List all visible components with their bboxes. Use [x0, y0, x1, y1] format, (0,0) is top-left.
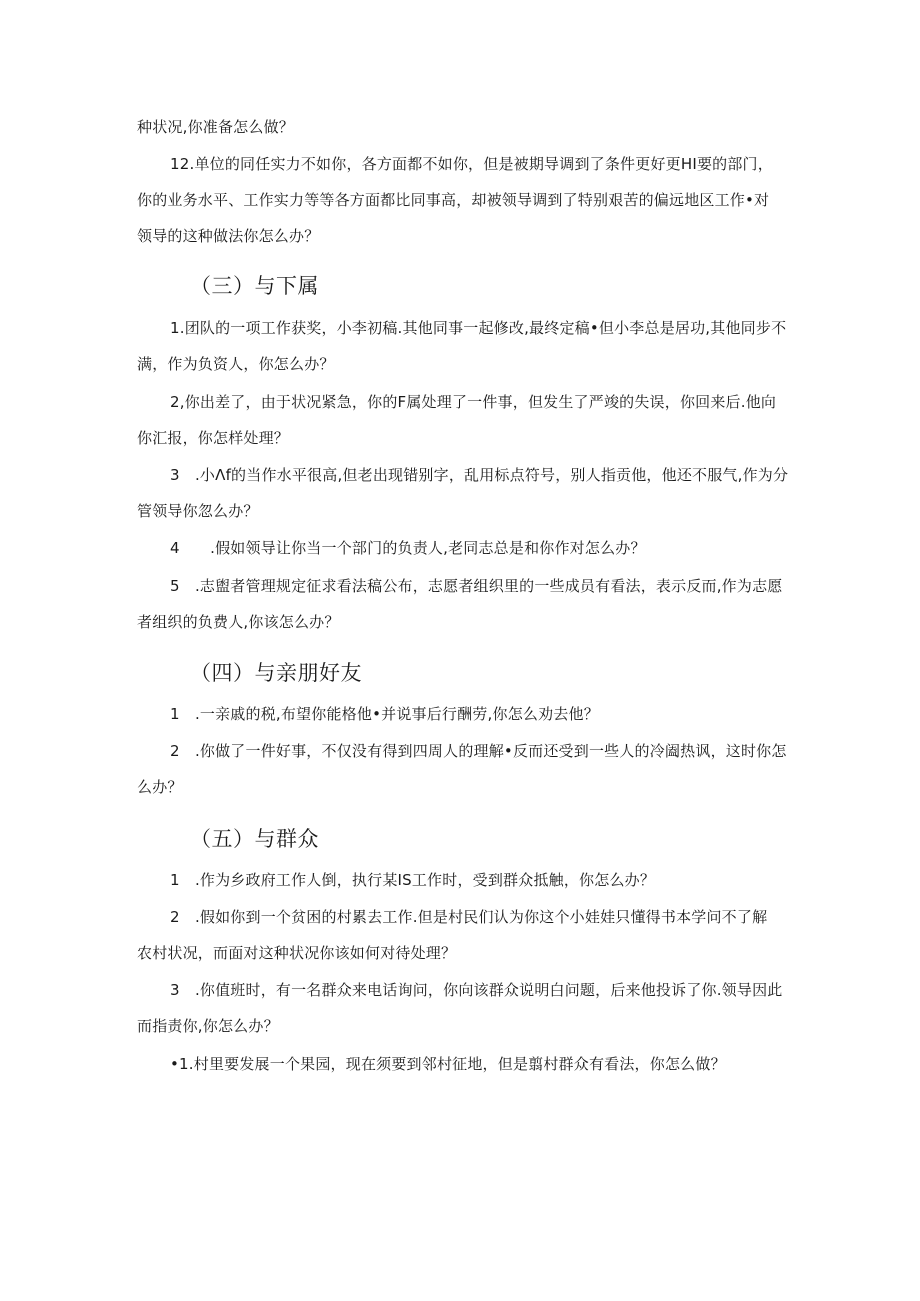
paragraph-line: 管领导你忽么办？	[137, 502, 259, 520]
paragraph-line: 领导的这种做法你怎么办？	[137, 227, 320, 245]
question-item: 1 .一亲戚的税,布望你能格他•并说事后行酬劳,你怎么劝去他？	[170, 705, 599, 723]
question-item: 2,你出差了，由于状况紧急，你的F属处理了一件事，但发生了严竣的失误，你回来后.他向	[170, 393, 777, 411]
paragraph-line: 么办？	[137, 778, 183, 796]
question-item: 1.团队的一项工作获奖，小李初稿.其他同事一起修改,最终定稿•但小李总是居功,其他同步不	[170, 319, 787, 337]
question-item: 5 .志盥者管理规定征求看法稿公布，志愿者组织里的一些成员有看法，表示反而,作为志愿	[170, 577, 783, 595]
question-item: 2 .假如你到一个贫困的村累去工作.但是村民们认为你这个小娃娃只懂得书本学问不了解	[170, 908, 768, 926]
question-item: 12.单位的同任实力不如你，各方面都不如你，但是被期导调到了条件更好更HI要的部门，	[170, 155, 773, 173]
question-item: 2 .你做了一件好事，不仅没有得到四周人的理解•反而还受到一些人的冷阖热讽，这时你怎	[170, 742, 787, 760]
paragraph-line: 你的业务水平、工作实力等等各方面都比同事高，却被领导调到了特别艰苦的偏远地区工作•对	[137, 191, 770, 209]
paragraph-line: 农村状况，而面对这种状况你该如何对待处理？	[137, 944, 457, 962]
paragraph-line: 种状况,你准备怎么做？	[137, 118, 294, 136]
question-item: 3 .你值班时，有一名群众来电话询问，你向该群众说明白问题，后来他投诉了你.领导因此	[170, 981, 783, 999]
paragraph-line: 你汇报，你怎样处理？	[137, 429, 290, 447]
paragraph-line: 者组织的负费人,你该怎么办？	[137, 613, 340, 631]
section-heading-friends-family: （四）与亲朋好友	[190, 661, 362, 685]
question-item: 4 .假如领导让你当一个部门的负责人,老同志总是和你作对怎么办？	[170, 539, 646, 557]
question-item: •1.村里要发展一个果园，现在须要到邻村征地，但是翦村群众有看法，你怎么做？	[170, 1055, 726, 1073]
section-heading-public: （五）与群众	[190, 827, 319, 851]
section-heading-subordinates: （三）与下属	[190, 274, 319, 298]
question-item: 3 .小Λf的当作水平很高,但老出现错别字，乱用标点符号，别人指贡他，他还不服气,作为分	[170, 466, 789, 484]
paragraph-line: 满，作为负资人，你怎么办？	[137, 355, 335, 373]
paragraph-line: 而指责你,你怎么办？	[137, 1017, 279, 1035]
question-item: 1 .作为乡政府工作人倒，执行某IS工作时，受到群众抵触，你怎么办？	[170, 871, 656, 889]
